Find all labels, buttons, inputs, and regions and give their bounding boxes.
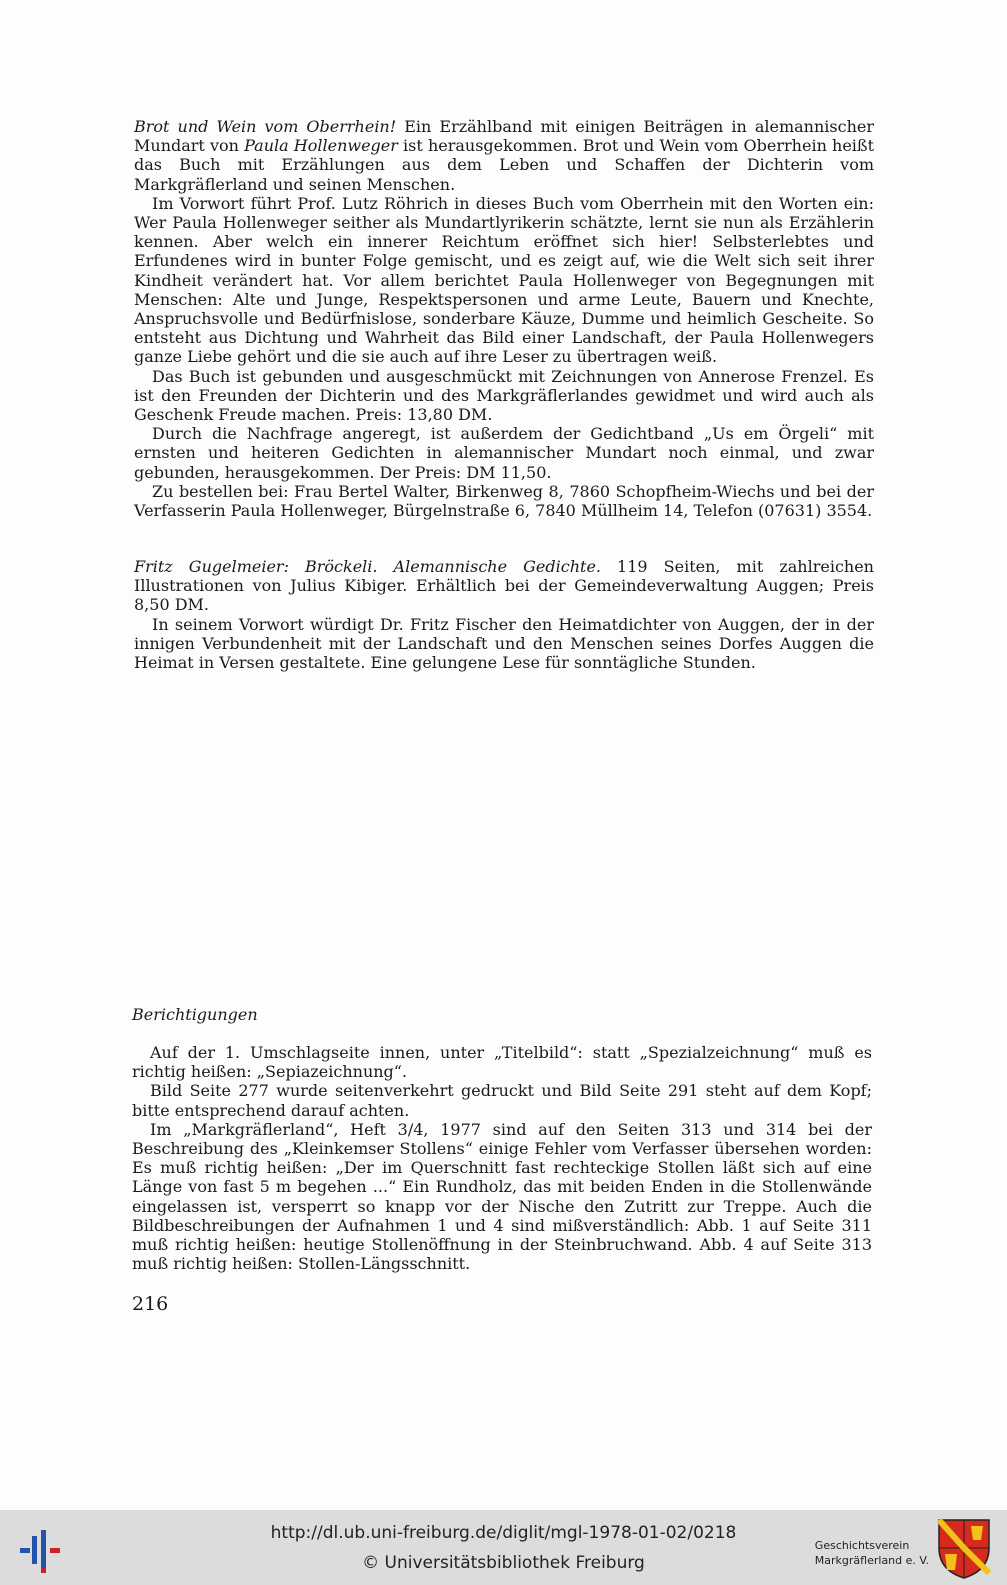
paragraph: Bild Seite 277 wurde seitenverkehrt gedruckt und Bild Seite 291 steht auf dem Kopf; bitte entsprechend darauf achten. <box>132 1081 872 1120</box>
footer-bar <box>0 1510 1007 1585</box>
paragraph: Durch die Nachfrage angeregt, ist außerdem der Gedichtband „Us em Örgeli“ mit ernsten und heiteren Gedichten in alemannischer Mundart noch einmal, und zwar gebunden, herausgekommen. Der Preis: DM 11,50. <box>134 424 874 482</box>
paragraph: In seinem Vorwort würdigt Dr. Fritz Fischer den Heimatdichter von Auggen, der in der innigen Verbundenheit mit der Landschaft und den Menschen seines Dorfes Auggen die Heimat in Versen gestaltete. Eine gelungene Lese für sonntägliche Stunden. <box>134 614 874 673</box>
paragraph: Brot und Wein vom Oberrhein! Ein Erzählband mit einigen Beiträgen in alemannischer Mundart von Paula Hollenweger ist herausgekommen. Brot und Wein vom Oberrhein heißt das Buch mit Erzählungen aus dem Leben und Schaffen der Dichterin vom Markgräflerland und seinen Menschen. <box>134 117 875 194</box>
book-review-hollenweger <box>134 117 874 520</box>
author-name: Paula Hollenweger <box>244 136 398 156</box>
paragraph: Fritz Gugelmeier: Bröckeli. Alemannische Gedichte. 119 Seiten, mit zahlreichen Illustrationen von Julius Kibiger. Erhältlich bei der Gemeindeverwaltung Auggen; Preis 8,50 DM. <box>134 557 874 615</box>
paragraph: Auf der 1. Umschlagseite innen, unter „Titelbild“: statt „Spezialzeichnung“ muß es richtig heißen: „Sepiazeichnung“. <box>132 1043 872 1082</box>
book-review-gugelmeier <box>134 557 874 672</box>
book-title: Brot und Wein vom Oberrhein! <box>134 117 397 136</box>
corrections-section <box>132 1043 872 1273</box>
paragraph: Im „Markgräflerland“, Heft 3/4, 1977 sind auf den Seiten 313 und 314 bei der Beschreibung des „Kleinkemser Stollens“ einige Fehler vom Verfasser übersehen worden: Es muß richtig heißen: „Der im Querschnitt fast rechteckige Stollen läßt sich auf eine Länge von fast 5 m begehen ...“ Ein Rundholz, das mit beiden Enden in die Stollenwände eingelassen ist, versperrt so knapp vor der Nische den Zutritt zur Treppe. Auch die Bildbeschreibungen der Aufnahmen 1 und 4 sind mißverständlich: Abb. 1 auf Seite 311 muß richtig heißen: heutige Stollenöffnung in der Steinbruchwand. Abb. 4 auf Seite 313 muß richtig heißen: Stollen-Längsschnitt. <box>132 1119 872 1274</box>
document-url-link[interactable]: http://dl.ub.uni-freiburg.de/diglit/mgl-1978-01-02/0218 <box>270 1523 737 1543</box>
society-name: Geschichtsverein Markgräflerland e. V. <box>814 1539 929 1567</box>
copyright-text: © Universitätsbibliothek Freiburg <box>362 1553 645 1573</box>
book-title: Fritz Gugelmeier: Bröckeli. Alemannische Gedichte. <box>134 557 601 576</box>
paragraph: Im Vorwort führt Prof. Lutz Röhrich in dieses Buch vom Oberrhein mit den Worten ein: Wer Paula Hollenweger seither als Mundartlyrikerin schätzte, lernt sie nun als Erzählerin kennen. Aber welch ein innerer Reichtum eröffnet sich hier! Selbsterlebtes und Erfundenes wird in bunter Folge gemischt, und es zeigt auf, wie die Welt sich seit ihrer Kindheit verändert hat. Vor allem berichtet Paula Hollenweger von Begegnungen mit Menschen: Alte und Junge, Respektspersonen und arme Leute, Bauern und Knechte, Anspruchsvolle und Bedürfnislose, sonderbare Käuze, Dumme und heimlich Gescheite. So entsteht aus Dichtung und Wahrheit das Bild einer Landschaft, der Paula Hollenwegers ganze Liebe gehört und die sie auch auf ihre Leser zu übertragen weiß. <box>134 193 874 367</box>
page-number: 216 <box>132 1293 169 1315</box>
coat-of-arms-icon <box>937 1518 991 1580</box>
paragraph: Zu bestellen bei: Frau Bertel Walter, Birkenweg 8, 7860 Schopfheim-Wiechs und bei der Verfasserin Paula Hollenweger, Bürgelnstraße 6, 7840 Müllheim 14, Telefon (07631) 3554. <box>134 481 874 521</box>
paragraph: Das Buch ist gebunden und ausgeschmückt mit Zeichnungen von Annerose Frenzel. Es ist den Freunden der Dichterin und des Markgräflerlandes gewidmet und wird auch als Geschenk Freude machen. Preis: 13,80 DM. <box>134 366 874 425</box>
section-heading: Berichtigungen <box>132 1005 258 1024</box>
